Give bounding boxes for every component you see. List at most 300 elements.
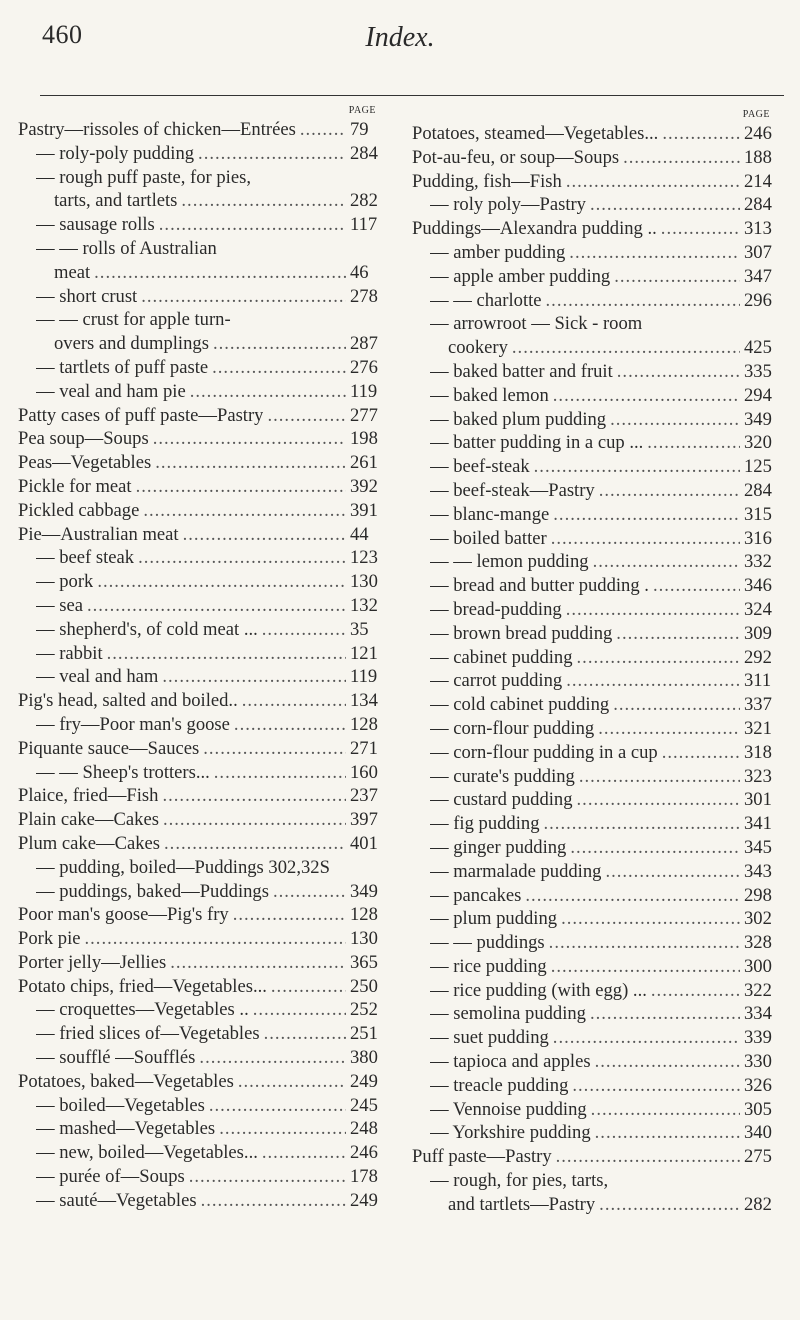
index-entry [412, 455, 776, 479]
leader-dots [566, 598, 740, 622]
index-entry [412, 884, 776, 908]
index-entry [412, 574, 776, 598]
index-entry [412, 741, 776, 765]
entry-text: Potato chips, fried—Vegetables... [18, 975, 267, 997]
index-entry [412, 527, 776, 551]
leader-dots [599, 479, 740, 503]
entry-page-number: 178 [350, 1166, 378, 1188]
entry-page-number: 301 [744, 789, 772, 811]
leader-dots [233, 903, 346, 927]
index-entry [412, 503, 776, 527]
entry-page-number: 397 [350, 809, 378, 831]
index-entry [412, 336, 776, 360]
entry-text: — cold cabinet pudding [430, 694, 610, 716]
entry-text: — treacle pudding [430, 1074, 569, 1096]
entry-page-number: 316 [744, 527, 772, 549]
entry-text: Puff paste—Pastry [412, 1146, 552, 1168]
index-entry [412, 1002, 776, 1026]
leader-dots [138, 546, 346, 570]
entry-text: — fig pudding [430, 813, 540, 835]
entry-page-number: 320 [744, 432, 772, 454]
index-entry [18, 784, 382, 808]
index-entry [18, 737, 382, 761]
entry-text: — Vennoise pudding [430, 1098, 587, 1120]
leader-dots [264, 1022, 346, 1046]
index-entry [412, 693, 776, 717]
leader-dots [153, 427, 346, 451]
entry-page-number: 271 [350, 737, 378, 759]
leader-dots [238, 1070, 346, 1094]
entry-page-number: 128 [350, 713, 378, 735]
index-entry [18, 404, 382, 428]
leader-dots [617, 360, 740, 384]
entry-page-number: 284 [744, 194, 772, 216]
index-entry [18, 1165, 382, 1189]
entry-text: Pea soup—Soups [18, 428, 149, 450]
entry-page-number: 347 [744, 265, 772, 287]
leader-dots [190, 380, 346, 404]
entry-text: — suet pudding [430, 1027, 549, 1049]
leader-dots [212, 356, 346, 380]
entry-text: and tartlets—Pastry [448, 1193, 596, 1215]
entry-text: Pastry—rissoles of chicken—Entrées [18, 119, 296, 140]
index-entry [18, 808, 382, 832]
leader-dots [595, 1050, 740, 1074]
entry-text: Pudding, fish—Fish [412, 170, 562, 192]
entry-page-number: 343 [744, 860, 772, 882]
index-column-left [18, 104, 382, 1213]
leader-dots [556, 1145, 740, 1169]
entry-page-number: 345 [744, 836, 772, 858]
index-entry [18, 166, 382, 190]
index-entry [18, 308, 382, 332]
entry-page-number: 249 [350, 1070, 378, 1092]
leader-dots [616, 622, 740, 646]
leader-dots [599, 1193, 740, 1217]
index-entry [412, 479, 776, 503]
index-entry [18, 1117, 382, 1141]
index-entry [18, 523, 382, 547]
entry-text: — ginger pudding [430, 836, 567, 858]
entry-text: — — puddings [430, 932, 545, 954]
entry-text: — purée of—Soups [36, 1166, 185, 1188]
entry-text: — fried slices of—Vegetables [36, 1023, 260, 1045]
entry-page-number: 130 [350, 928, 378, 950]
entry-page-number: 302 [744, 908, 772, 930]
entry-page-number: 294 [744, 384, 772, 406]
index-entry [18, 951, 382, 975]
entry-page-number: 275 [744, 1146, 772, 1168]
entry-page-number: 323 [744, 765, 772, 787]
entry-page-number: 341 [744, 813, 772, 835]
index-entry [18, 856, 382, 880]
leader-dots [162, 665, 346, 689]
entry-text: tarts, and tartlets [54, 190, 178, 212]
entry-text: Pot-au-feu, or soup—Soups [412, 146, 620, 168]
index-entry [18, 118, 382, 142]
index-entry [18, 380, 382, 404]
leader-dots [553, 384, 740, 408]
entry-text: — mashed—Vegetables [36, 1118, 216, 1140]
index-entry [18, 356, 382, 380]
leader-dots [525, 884, 740, 908]
entry-text: Pickled cabbage [18, 499, 140, 521]
entry-page-number: 380 [350, 1047, 378, 1069]
leader-dots [199, 1046, 346, 1070]
index-entry [412, 1121, 776, 1145]
entry-text: — roly poly—Pastry [430, 194, 586, 216]
index-entry [18, 1094, 382, 1118]
leader-dots [546, 289, 740, 313]
leader-dots [662, 122, 740, 146]
leader-dots [97, 570, 346, 594]
index-entry [18, 903, 382, 927]
leader-dots [551, 527, 740, 551]
entry-text: — batter pudding in a cup ... [430, 432, 644, 454]
entry-page-number: 284 [350, 142, 378, 164]
entry-page-number: 292 [744, 646, 772, 668]
leader-dots [183, 523, 346, 547]
entry-page-number: 391 [350, 499, 378, 521]
entry-text: — sea [36, 594, 83, 616]
leader-dots [159, 213, 346, 237]
index-entry [18, 689, 382, 713]
running-head: Index. [365, 22, 435, 53]
index-entry [412, 289, 776, 313]
leader-dots [253, 998, 346, 1022]
index-entry [412, 408, 776, 432]
entry-page-number: 313 [744, 218, 772, 240]
entry-page-number: 332 [744, 551, 772, 573]
entry-text: — arrowroot — Sick - room [430, 313, 643, 335]
leader-dots [512, 336, 740, 360]
entry-page-number: 237 [350, 785, 378, 807]
entry-text: — bread and butter pudding . [430, 575, 649, 597]
leader-dots [213, 332, 346, 356]
index-entry [412, 122, 776, 146]
entry-text: — custard pudding [430, 789, 573, 811]
index-entry [412, 217, 776, 241]
index-entry [412, 955, 776, 979]
entry-page-number: 307 [744, 241, 772, 263]
entry-page-number: 309 [744, 622, 772, 644]
leader-dots [579, 765, 740, 789]
entry-text: — Yorkshire pudding [430, 1122, 591, 1144]
entry-page-number: 246 [350, 1142, 378, 1164]
entry-text: — beef-steak [430, 456, 530, 478]
leader-dots [613, 693, 740, 717]
entry-page-number: 335 [744, 360, 772, 382]
leader-dots [610, 408, 740, 432]
index-entry [412, 384, 776, 408]
leader-dots [553, 1026, 740, 1050]
entry-text: Pickle for meat [18, 475, 132, 497]
entry-text: — curate's pudding [430, 765, 575, 787]
index-entry [18, 1070, 382, 1094]
entry-text: Potatoes, steamed—Vegetables... [412, 123, 659, 144]
index-entry [18, 285, 382, 309]
entry-text: — puddings, baked—Puddings [36, 880, 269, 902]
entry-page-number: 324 [744, 598, 772, 620]
entry-page-number: 311 [744, 670, 772, 692]
index-entry [412, 1050, 776, 1074]
entry-text: Porter jelly—Jellies [18, 951, 167, 973]
leader-dots [209, 1094, 346, 1118]
leader-dots [107, 642, 346, 666]
entry-text: Pie—Australian meat [18, 523, 179, 545]
entry-text: — new, boiled—Vegetables... [36, 1142, 258, 1164]
entry-page-number: 198 [350, 428, 378, 450]
index-entry [18, 880, 382, 904]
leader-dots [598, 717, 740, 741]
index-entry [412, 669, 776, 693]
index-entry [18, 1046, 382, 1070]
entry-text: — tartlets of puff paste [36, 356, 209, 378]
entry-page-number: 337 [744, 694, 772, 716]
entry-text: — pork [36, 571, 94, 593]
entry-page-number: 349 [350, 880, 378, 902]
index-entry [18, 570, 382, 594]
index-entry [412, 907, 776, 931]
entry-text: — apple amber pudding [430, 265, 611, 287]
entry-page-number: 246 [744, 123, 772, 144]
entry-page-number: 35 [350, 618, 369, 640]
leader-dots [566, 669, 740, 693]
entry-text: — tapioca and apples [430, 1051, 591, 1073]
leader-dots [566, 170, 740, 194]
index-entry [18, 189, 382, 213]
entry-text: — rice pudding [430, 955, 547, 977]
entry-page-number: 251 [350, 1023, 378, 1045]
leader-dots [553, 503, 740, 527]
entry-page-number: 326 [744, 1074, 772, 1096]
entry-page-number: 278 [350, 285, 378, 307]
entry-text: — amber pudding [430, 241, 566, 263]
leader-dots [590, 1002, 740, 1026]
leader-dots [198, 142, 346, 166]
entry-page-number: 300 [744, 955, 772, 977]
leader-dots [155, 451, 346, 475]
index-entry [18, 975, 382, 999]
index-entry [18, 451, 382, 475]
index-entry [18, 642, 382, 666]
entry-page-number: 296 [744, 289, 772, 311]
leader-dots [647, 431, 740, 455]
index-entry [18, 261, 382, 285]
entry-text: — pudding, boiled—Puddings 302,32S [36, 856, 330, 878]
entry-text: Puddings—Alexandra pudding .. [412, 218, 657, 240]
index-entry [18, 332, 382, 356]
entry-text: — corn-flour pudding [430, 717, 595, 739]
leader-dots [593, 550, 740, 574]
leader-dots [569, 241, 740, 265]
entry-text: — beef steak [36, 547, 135, 569]
entry-page-number: 425 [744, 337, 772, 359]
entry-page-number: 123 [350, 547, 378, 569]
page-column-label: PAGE [742, 109, 770, 120]
index-entry [412, 265, 776, 289]
entry-text: — baked lemon [430, 384, 549, 406]
entry-text: Pork pie [18, 928, 81, 950]
leader-dots [623, 146, 740, 170]
entry-text: — plum pudding [430, 908, 558, 930]
index-entry [18, 927, 382, 951]
entry-page-number: 249 [350, 1189, 378, 1211]
leader-dots [534, 455, 740, 479]
entry-text: — — rolls of Australian [36, 237, 217, 259]
entry-page-number: 160 [350, 761, 378, 783]
leader-dots [262, 618, 346, 642]
entry-page-number: 125 [744, 456, 772, 478]
index-entry [18, 594, 382, 618]
index-entry [18, 1189, 382, 1213]
index-entry [412, 550, 776, 574]
leader-dots [162, 784, 346, 808]
index-entry [412, 1026, 776, 1050]
entry-page-number: 282 [350, 190, 378, 212]
entry-page-number: 44 [350, 523, 369, 545]
entry-text: — carrot pudding [430, 670, 563, 692]
leader-dots [591, 1098, 740, 1122]
index-entry [412, 146, 776, 170]
entry-text: — semolina pudding [430, 1003, 586, 1025]
entry-page-number: 134 [350, 690, 378, 712]
index-entry [18, 427, 382, 451]
leader-dots [653, 574, 740, 598]
index-entry [18, 546, 382, 570]
head-rule [40, 95, 784, 96]
leader-dots [273, 880, 346, 904]
entry-page-number: 340 [744, 1122, 772, 1144]
entry-text: cookery [448, 337, 508, 359]
entry-text: — — Sheep's trotters... [36, 761, 210, 783]
entry-text: Plum cake—Cakes [18, 832, 161, 854]
index-entry [412, 241, 776, 265]
leader-dots [87, 594, 346, 618]
entry-page-number: 119 [350, 380, 378, 402]
leader-dots [561, 907, 740, 931]
entry-page-number: 365 [350, 951, 378, 973]
entry-page-number: 298 [744, 884, 772, 906]
entry-page-number: 132 [350, 594, 378, 616]
index-entry [412, 979, 776, 1003]
entry-text: — baked batter and fruit [430, 360, 613, 382]
index-entry [412, 1169, 776, 1193]
index-entry [18, 713, 382, 737]
entry-text: Poor man's goose—Pig's fry [18, 904, 229, 926]
page-number: 460 [42, 20, 83, 49]
index-entry [412, 1098, 776, 1122]
entry-page-number: 315 [744, 503, 772, 525]
entry-page-number: 250 [350, 975, 378, 997]
entry-text: — rough puff paste, for pies, [36, 166, 251, 188]
leader-dots [141, 285, 346, 309]
index-entry [18, 475, 382, 499]
index-entry [18, 213, 382, 237]
entry-page-number: 328 [744, 932, 772, 954]
index-entry [18, 618, 382, 642]
index-entry [412, 812, 776, 836]
index-entry [18, 665, 382, 689]
entry-text: Pig's head, salted and boiled.. [18, 690, 238, 712]
entry-page-number: 322 [744, 979, 772, 1001]
leader-dots [544, 812, 741, 836]
index-entry [18, 142, 382, 166]
leader-dots [85, 927, 347, 951]
entry-page-number: 188 [744, 146, 772, 168]
entry-text: — baked plum pudding [430, 408, 607, 430]
leader-dots [214, 761, 346, 785]
index-entry [412, 170, 776, 194]
entry-text: — boiled—Vegetables [36, 1094, 205, 1116]
entry-text: — rabbit [36, 642, 103, 664]
entry-text: Potatoes, baked—Vegetables [18, 1070, 234, 1092]
entry-page-number: 214 [744, 170, 772, 192]
leader-dots [661, 217, 740, 241]
index-entry [412, 931, 776, 955]
leader-dots [262, 1141, 346, 1165]
entry-text: — cabinet pudding [430, 646, 573, 668]
entry-text: Plaice, fried—Fish [18, 785, 159, 807]
entry-text: — rice pudding (with egg) ... [430, 979, 647, 1001]
entry-page-number: 117 [350, 214, 378, 236]
leader-dots [614, 265, 740, 289]
index-entry [412, 598, 776, 622]
entry-text: — sausage rolls [36, 214, 155, 236]
index-entry [412, 717, 776, 741]
leader-dots [662, 741, 740, 765]
leader-dots [203, 737, 346, 761]
leader-dots [551, 955, 740, 979]
leader-dots [577, 788, 740, 812]
entry-text: — pancakes [430, 884, 522, 906]
index-entry [412, 622, 776, 646]
leader-dots [94, 261, 346, 285]
index-entry [412, 765, 776, 789]
entry-text: overs and dumplings [54, 333, 209, 355]
index-entry [18, 832, 382, 856]
index-entry [412, 1145, 776, 1169]
entry-text: — boiled batter [430, 527, 547, 549]
index-entry [412, 860, 776, 884]
index-entry [412, 431, 776, 455]
entry-text: — roly-poly pudding [36, 142, 195, 164]
entry-text: — beef-steak—Pastry [430, 479, 595, 501]
entry-text: — corn-flour pudding in a cup [430, 741, 658, 763]
index-entry [412, 360, 776, 384]
leader-dots [219, 1117, 346, 1141]
entry-text: Patty cases of puff paste—Pastry [18, 404, 264, 426]
leader-dots [163, 808, 346, 832]
index-entry [412, 312, 776, 336]
index-entry [18, 1141, 382, 1165]
leader-dots [189, 1165, 346, 1189]
leader-dots [234, 713, 346, 737]
leader-dots [170, 951, 346, 975]
leader-dots [271, 975, 346, 999]
leader-dots [164, 832, 346, 856]
entry-text: — fry—Poor man's goose [36, 713, 230, 735]
entry-text: — rough, for pies, tarts, [430, 1170, 609, 1192]
entry-text: — — charlotte [430, 289, 542, 311]
leader-dots [143, 499, 346, 523]
entry-text: — sauté—Vegetables [36, 1189, 197, 1211]
entry-page-number: 339 [744, 1027, 772, 1049]
leader-dots [201, 1189, 346, 1213]
index-entry [18, 237, 382, 261]
leader-dots [590, 193, 740, 217]
entry-page-number: 130 [350, 571, 378, 593]
